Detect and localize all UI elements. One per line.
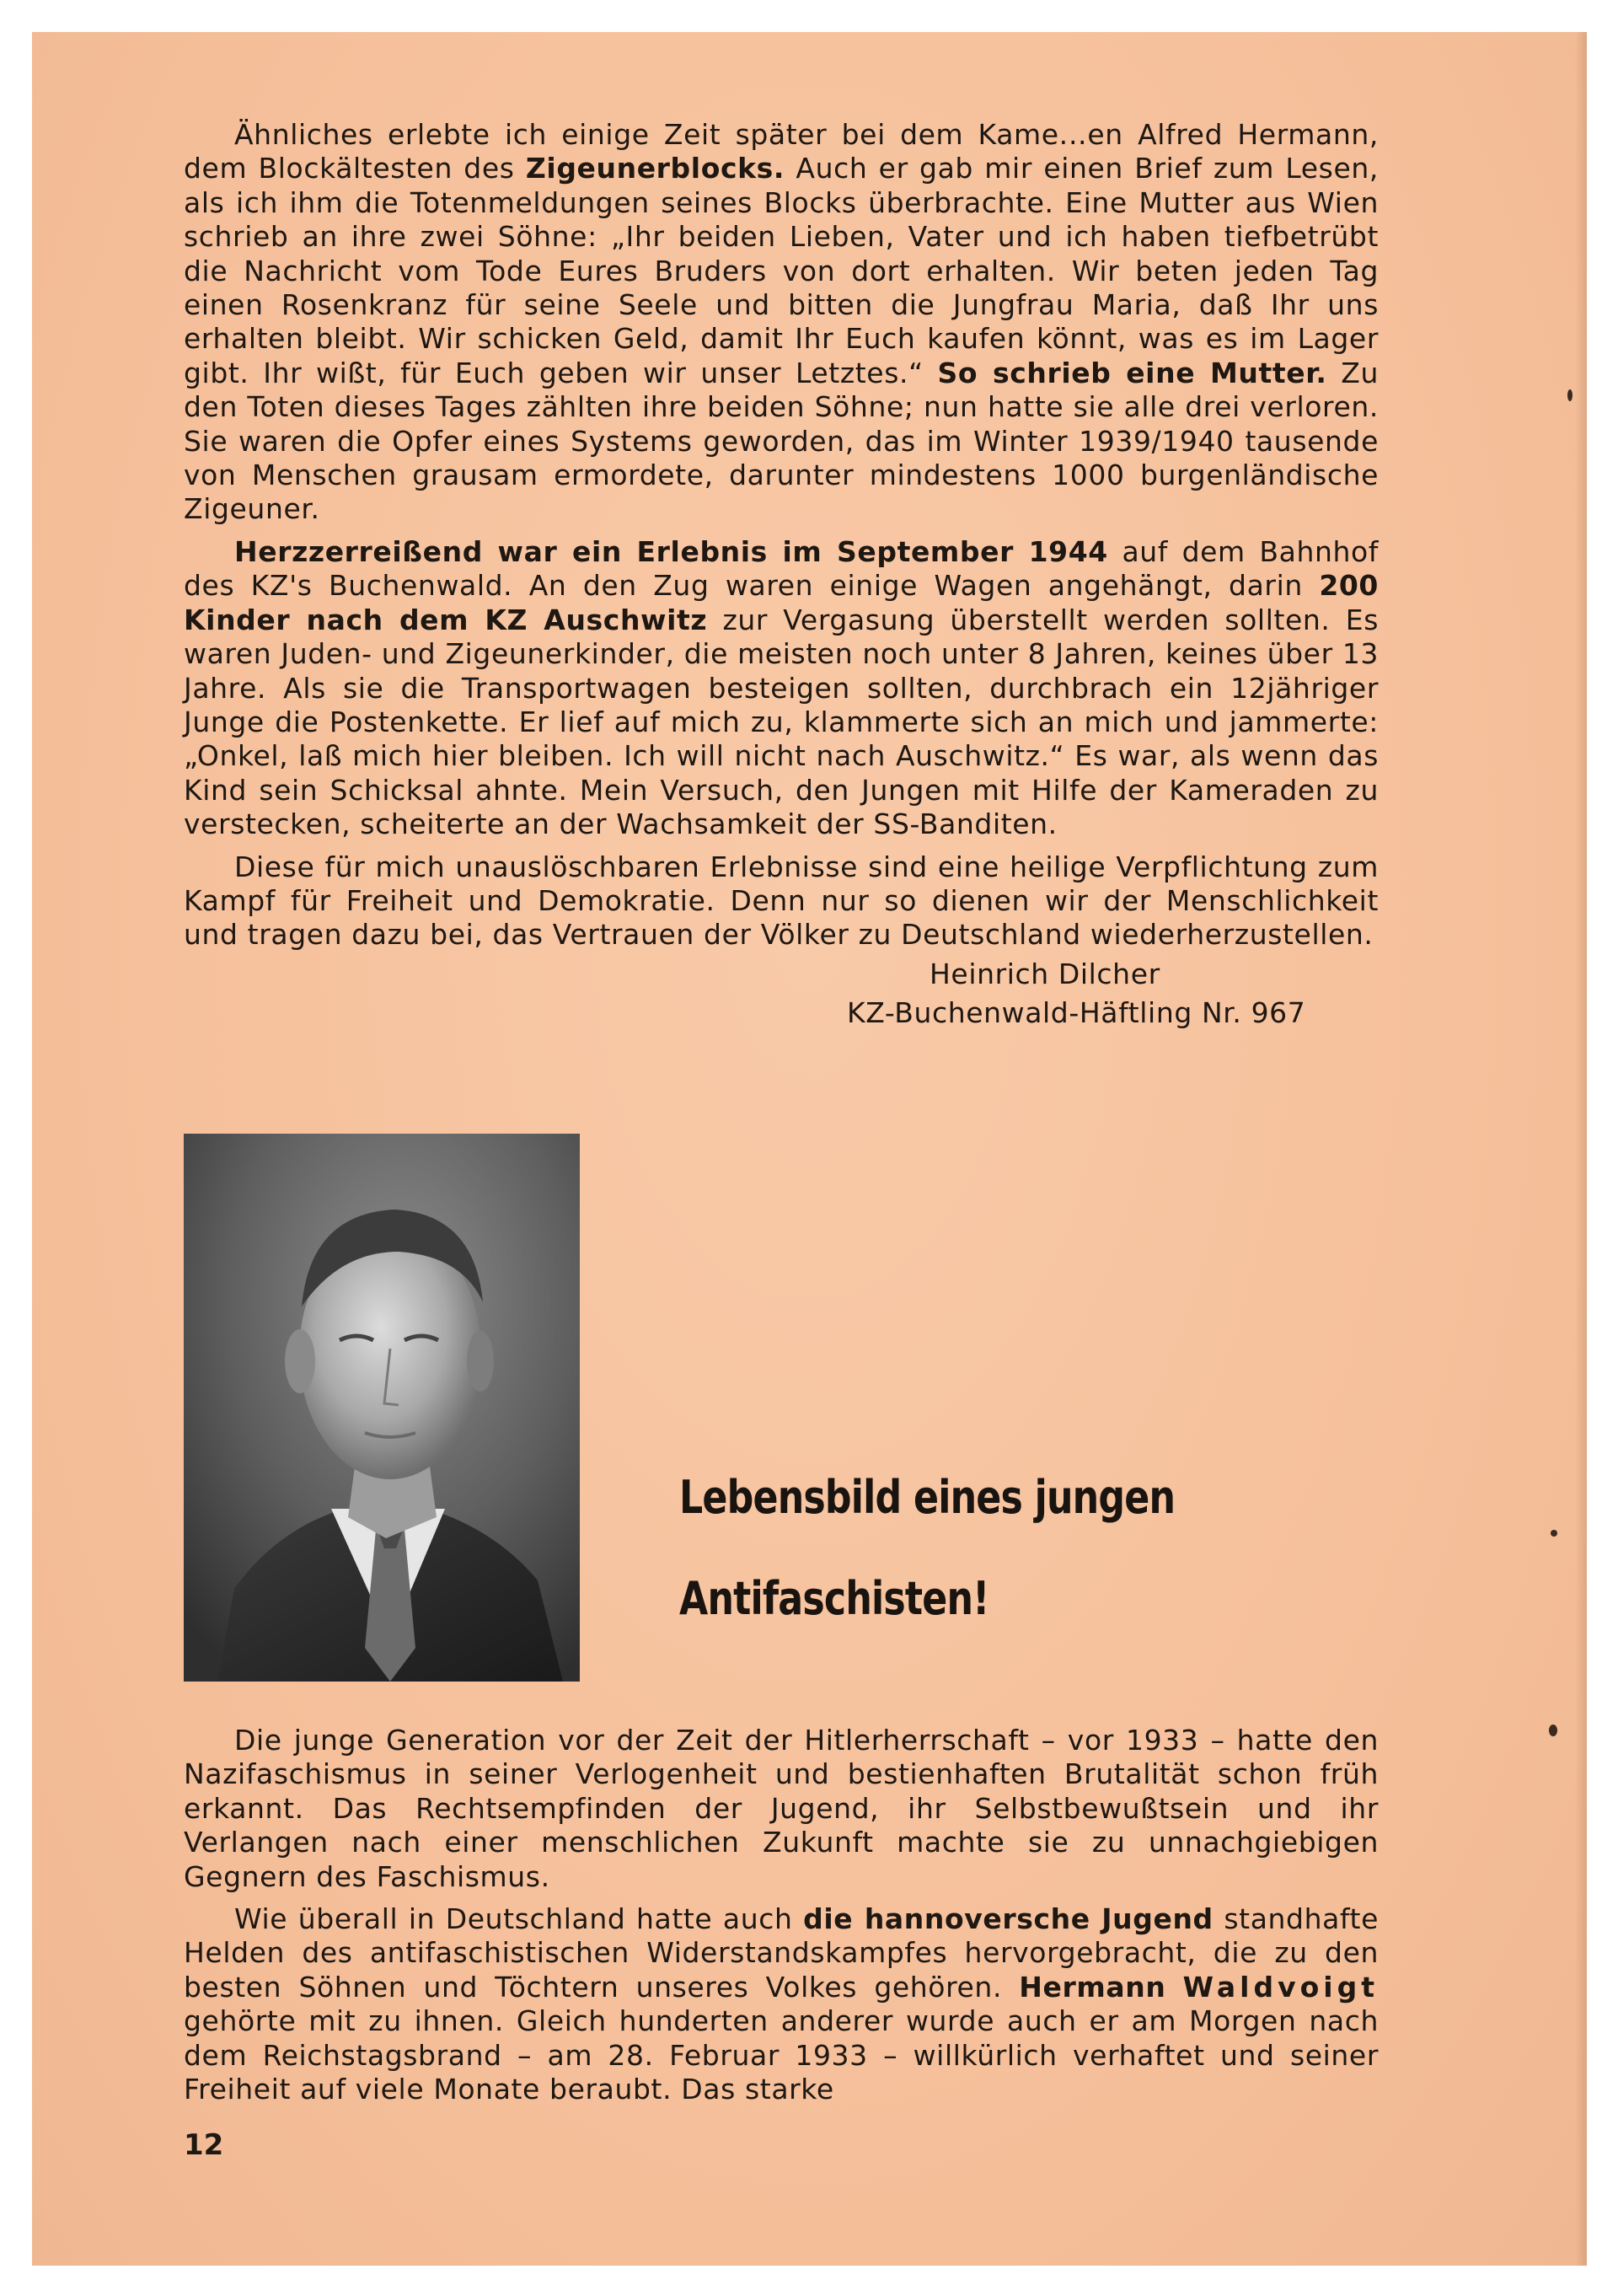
text-run: Wie überall in Deutschland hatte auch [234,1902,804,1936]
page-edge-shadow [1575,32,1587,2266]
portrait-photo [184,1134,580,1682]
bold-text: die hannoversche Jugend [803,1902,1214,1936]
section-heading-line-1: Lebensbild eines jungen [679,1471,1176,1524]
paper-speck [1549,1725,1557,1736]
paragraph-4 [184,1724,1379,1894]
portrait-image [184,1134,580,1682]
text-run: auf dem Bahnhof des KZ's Buchenwald. An den Zug waren einige Wagen angehängt, darin [184,534,1379,603]
text-column-bottom [184,1724,1379,2106]
paper-speck [1567,389,1572,401]
signature-title: KZ-Buchenwald-Häftling Nr. 967 [847,995,1306,1029]
text-run [1165,1971,1182,2004]
paragraph-3 [184,850,1379,952]
bold-text: Zigeunerblocks. [525,152,785,185]
text-run: Auch er gab mir einen Brief zum Lesen, als ich ihm die Totenmeldungen seines Blocks überbrachte. Eine Mutter aus Wien schrieb an ihre zwei Söhne: „Ihr beiden Lieben, Vater und ich haben tiefbetrübt die Nachricht vom Tode Eures Bruders von dort erhalten. Wir beten jeden Tag einen Rosenkranz für seine Seele und bitten die Jungfrau Maria, daß Ihr uns erhalten bleibt. Wir schicken Geld, damit Ihr Euch kaufen könnt, was es im Lager gibt. Ihr wißt, für Euch geben wir unser Letztes.“ [184,152,1379,389]
paragraph-2 [184,535,1379,842]
bold-text: Herzzerreißend war ein Erlebnis im September 1944 [234,534,1108,568]
text-run: Die junge Generation vor der Zeit der Hitlerherrschaft – vor 1933 – hatte den Nazifaschismus in seiner Verlogenheit und bestienhaften Brutalität schon früh erkannt. Das Rechtsempfinden der Jugend, ihr Selbstbewußtsein und ihr Verlangen nach einer menschlichen Zukunft machte sie zu unnachgiebigen Gegnern des Faschismus. [184,1724,1379,1893]
bold-text: 200 Kinder nach dem KZ Auschwitz [184,569,1379,636]
text-run: zur Vergasung überstellt werden sollten. Es waren Juden- und Zigeunerkinder, die meisten noch unter 8 Jahren, keines über 13 Jahre. Als sie die Transportwagen besteigen sollten, durchbrach ein 12jähriger Junge die Postenkette. Er lief auf mich zu, klammerte sich an mich und jammerte: „Onkel, laß mich hier bleiben. Ich will nicht nach Auschwitz.“ Es war, als wenn das Kind sein Schicksal ahnte. Mein Versuch, den Jungen mit Hilfe der Kameraden zu verstecken, scheiterte an der Wachsamkeit der SS-Banditen. [184,603,1380,841]
paragraph-5 [184,1902,1379,2106]
signature-block [184,952,1379,1045]
text-run: standhafte Helden des antifaschistischen Widerstandskampfes hervorgebracht, die zu den besten Söhnen und Töchtern unseres Volkes gehören. [184,1902,1379,2004]
bold-text: So schrieb eine Mutter. [937,356,1327,389]
text-column-top [184,118,1379,1045]
section-heading-line-2: Antifaschisten! [679,1572,989,1625]
paper-speck [1551,1530,1557,1537]
page-number: 12 [184,2128,224,2162]
text-run: gehörte mit zu ihnen. Gleich hunderten anderer wurde auch er am Morgen nach dem Reichstagsbrand – am 28. Februar 1933 – willkürlich verhaftet und seiner Freiheit auf viele Monate beraubt. Das starke [184,2004,1379,2106]
spaced-name-text: Waldvoigt [1182,1970,1379,2004]
paragraph-1 [184,118,1379,527]
text-run: Diese für mich unauslöschbaren Erlebnisse sind eine heilige Verpflichtung zum Kampf für Freiheit und Demokratie. Denn nur so dienen wir der Menschlichkeit und tragen dazu bei, das Vertrauen der Völker zu Deutschland wiederherzustellen. [184,850,1379,952]
signature-name: Heinrich Dilcher [930,957,1160,990]
bold-text: Hermann [1019,1970,1166,2004]
text-run: Ähnliches erlebte ich einige Zeit später bei dem Kame.‥en Alfred Hermann, dem Blockältesten des [184,118,1379,185]
text-run: Zu den Toten dieses Tages zählten ihre beiden Söhne; nun hatte sie alle drei verloren. Sie waren die Opfer eines Systems geworden, das im Winter 1939/1940 tausende von Menschen grausam ermordete, darunter mindestens 1000 burgenländische Zigeuner. [184,356,1380,526]
